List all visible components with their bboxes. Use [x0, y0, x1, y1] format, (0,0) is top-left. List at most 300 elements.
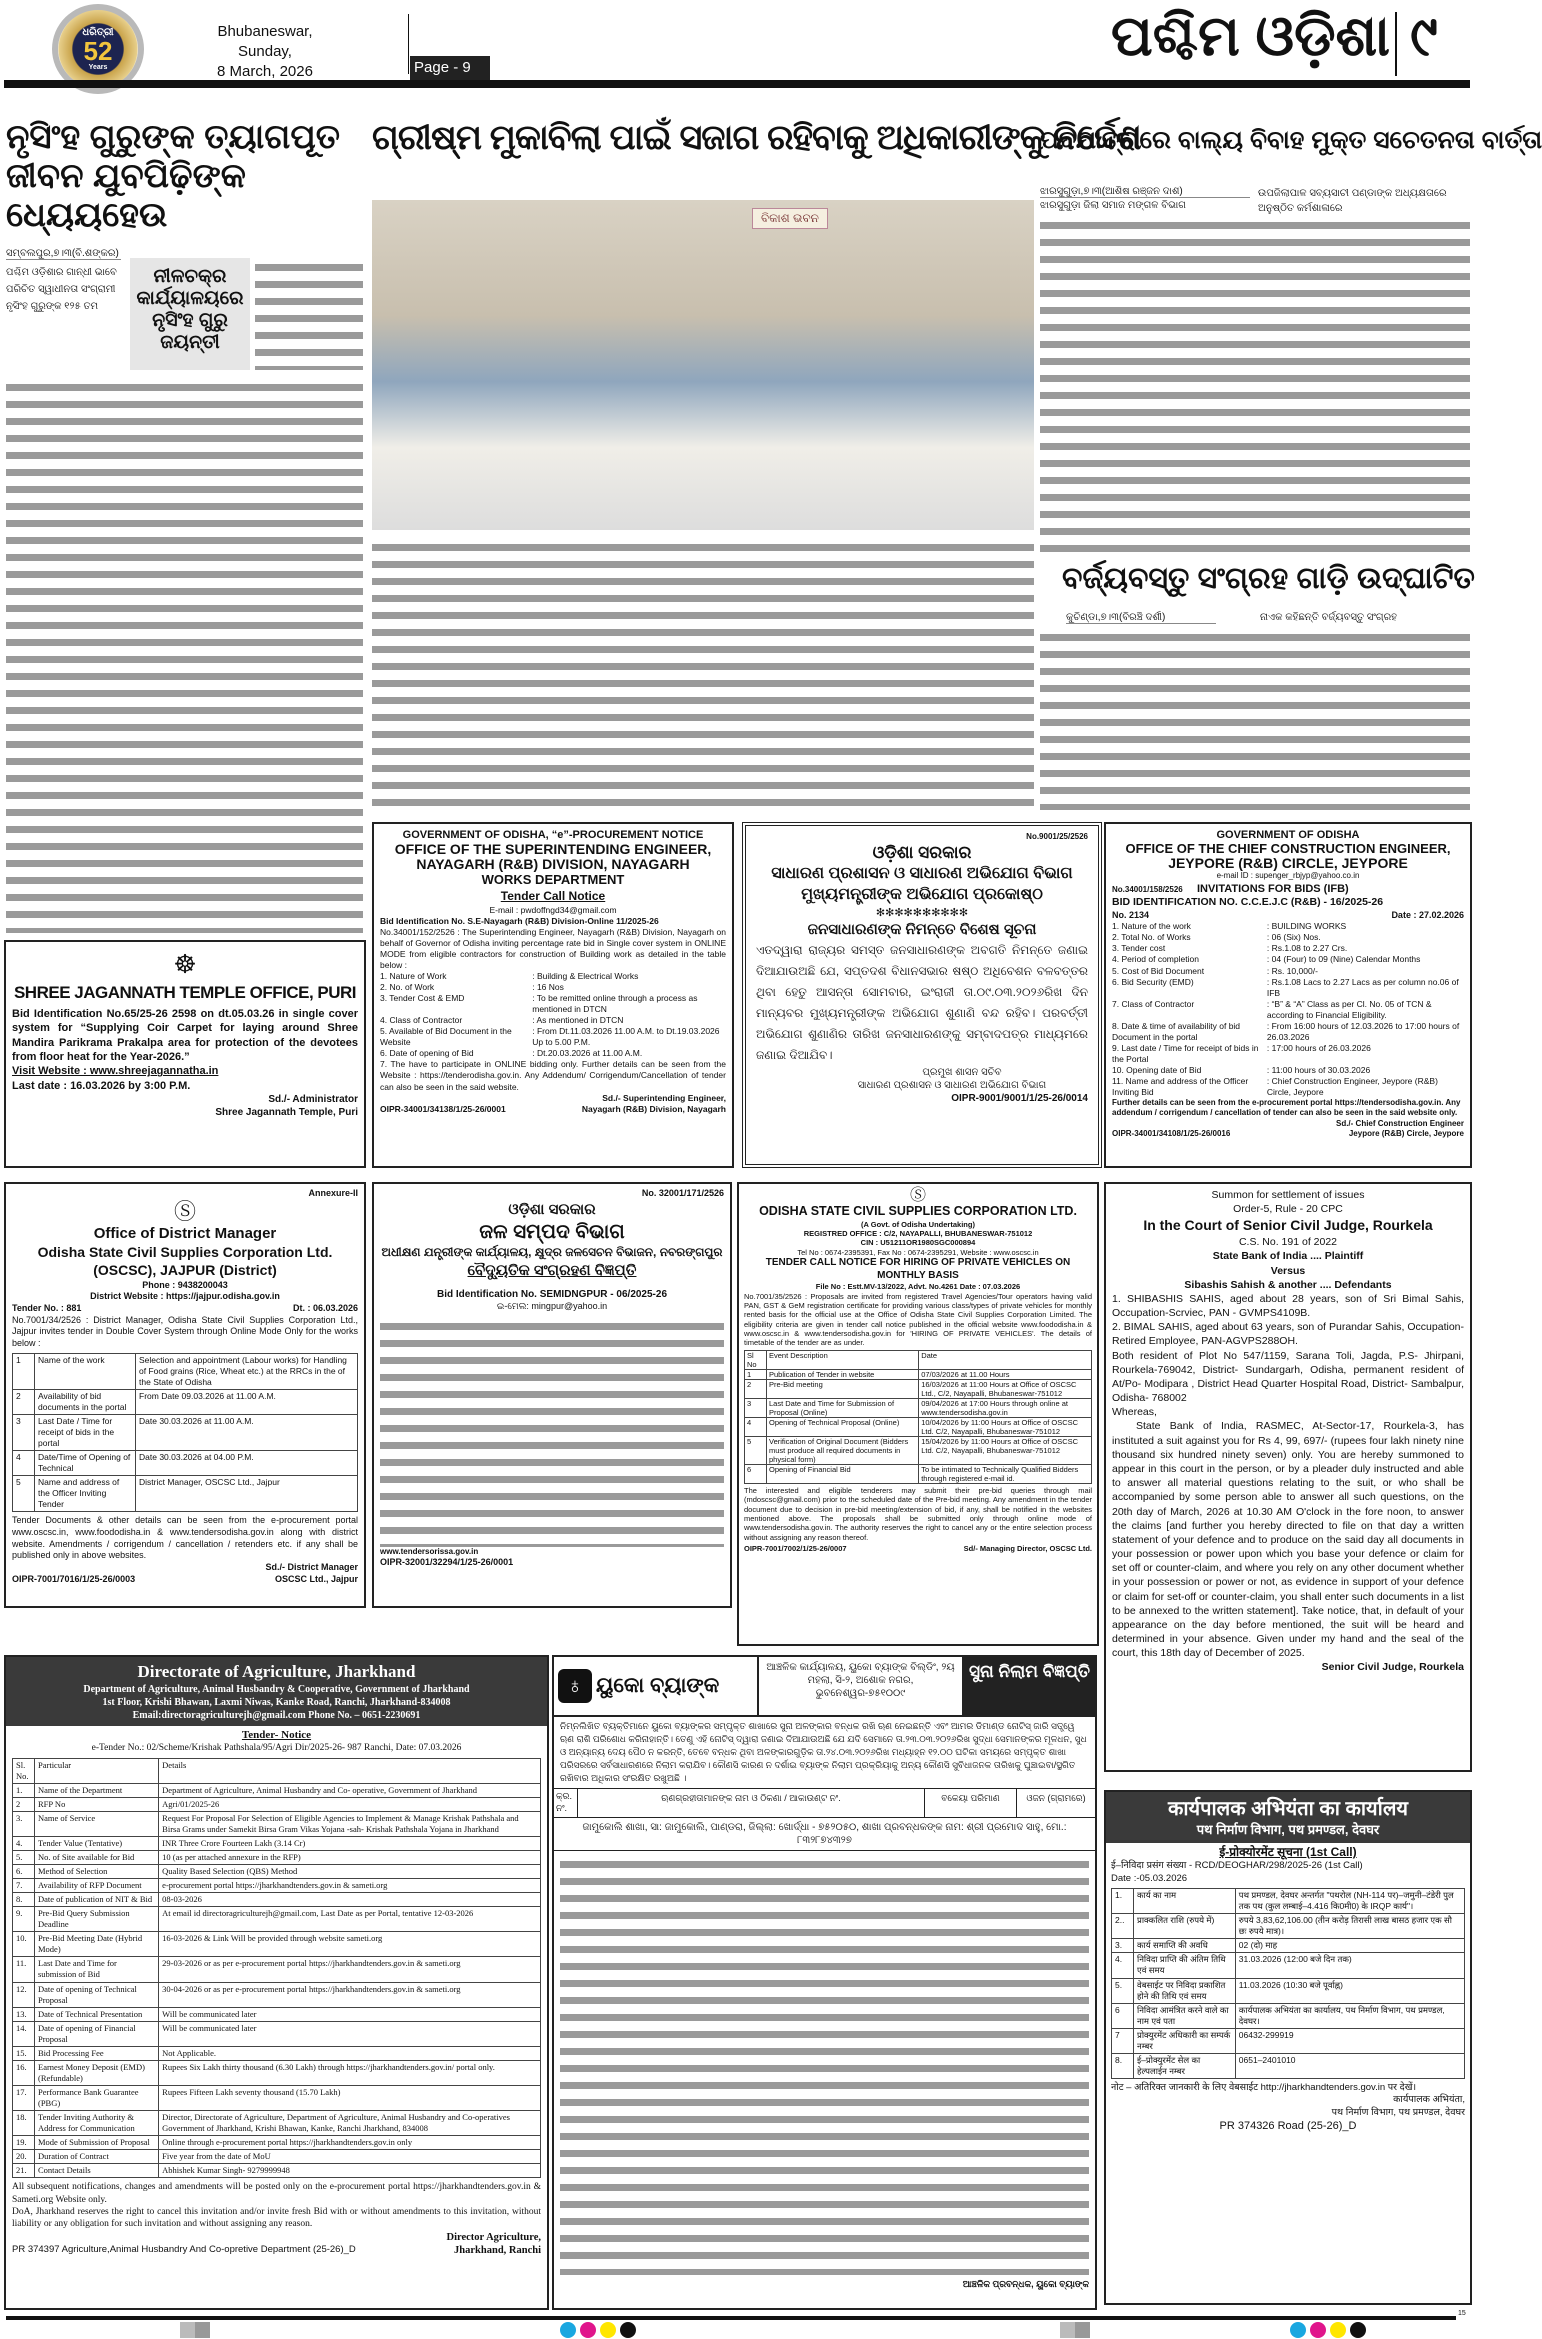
item-label: 8. Date & time of availability of bid Document in the portal	[1112, 1020, 1241, 1042]
item-value: : BUILDING WORKS	[1266, 921, 1347, 932]
ad-items	[1112, 921, 1464, 1098]
table-cell: Will be communicated later	[159, 2007, 541, 2021]
ad-item	[1112, 921, 1464, 932]
table-cell: Date of opening of Financial Proposal	[35, 2021, 159, 2046]
table-cell: 4	[13, 1451, 35, 1476]
table-cell: 5.	[13, 1851, 35, 1865]
item-value: : Rs.1.08 Lacs to 2.27 Lacs as per column no.06 of IFB	[1266, 976, 1459, 998]
table-cell: 3	[13, 1414, 35, 1450]
table-row	[13, 1957, 541, 1982]
ad-title: ଅଧୀକ୍ଷଣ ଯନ୍ତ୍ରୀଙ୍କ କାର୍ଯ୍ୟାଳୟ, କ୍ଷୁଦ୍ର ଜଳସେଚନ ବିଭାଜନ, ନବରଙ୍ଗପୁର	[381, 1245, 723, 1260]
table-cell: 11.	[13, 1957, 35, 1982]
table-cell: 06432-299919	[1235, 2028, 1464, 2053]
item-label: 2. No. of Work	[380, 982, 435, 993]
ad-title: Odisha State Civil Supplies Corporation Ltd.	[37, 1244, 333, 1261]
ad-body: ଏତଦ୍ୱାରା ରାଜ୍ୟର ସମସ୍ତ ଜନସାଧାରଣଙ୍କ ଅବଗତି ନିମନ୍ତେ ଜଣାଇ ଦିଆଯାଉଅଛି ଯେ, ସପ୍ତଦଶ ବିଧାନସଭାର ଷଷ୍ଠ ଅଧିବେଶନ ବଳବତ୍ତର ଥିବା ହେତୁ ଆସନ୍ତା ସୋମବାର, ଇଂରାଜୀ ତା.୦୯.୦୩.୨୦୨୬ରିଖ ଦିନ ମାନ୍ୟବର ମୁଖ୍ୟମନ୍ତ୍ରୀଙ୍କ ଅଭିଯୋଗ ଶୁଣାଣି ବନ୍ଦ ରହିବ। ପରବର୍ତ୍ତୀ ଅଭିଯୋଗ ଶୁଣାଣିର ତାରିଖ ଜନସାଧାରଣଙ୍କୁ ସମ୍ବାଦପତ୍ର ମାଧ୍ୟମରେ ଜଣାଇ ଦିଆଯିବ।	[756, 942, 1088, 1062]
ad-item	[380, 982, 726, 993]
ad-top: GOVERNMENT OF ODISHA, “e”-PROCUREMENT NOTICE	[402, 829, 704, 841]
ad-defendant: 1. SHIBASHIS SAHIS, aged about 28 years, son of Sri Bimal Sahis, Occupation-Scrviec, PAN - GVMPS4109B.	[1112, 1292, 1464, 1320]
table-cell: Verification of Original Document (Bidders must produce all required documents in physical form)	[767, 1436, 919, 1464]
table-cell: Date of publication of NIT & Bid	[35, 1893, 159, 1907]
ad-title: ସୁନା ନିଲାମ ବିଜ୍ଞପ୍ତି	[964, 1657, 1095, 1715]
table-cell: 17.	[13, 2085, 35, 2110]
ad-sign: Sd./- Chief Construction Engineer	[1335, 1118, 1464, 1128]
ad-email: e-mail ID : supenger_rbjyp@yahoo.co.in	[1216, 871, 1360, 881]
ad-sign: कार्यपालक अभियंता,	[1393, 2094, 1465, 2106]
ad-notice: Tender- Notice	[241, 1729, 312, 1742]
page-marker: 15	[1458, 2310, 1466, 2317]
item-label: 6. Bid Security (EMD)	[1112, 976, 1194, 987]
right2-article-dateline: କୁଚିଣ୍ଡା,୭।୩(ବିରଞ୍ଚି ଦର୍ଶୀ)	[1066, 612, 1216, 624]
table-row	[1112, 1939, 1465, 1953]
table-cell: Rupees Fifteen Lakh seventy thousand (15.70 Lakh)	[159, 2085, 541, 2110]
table-cell: 5	[745, 1436, 767, 1464]
branch-row: ଜାମୁକୋଲି ଶାଖା, ସା: ଜାମୁକୋଲି, ପାଣ୍ଡରା, ଜିଲ୍ଲା: ଖୋର୍ଦ୍ଧା - ୭୫୨୦୫୦, ଶାଖା ପ୍ରବନ୍ଧକଙ୍କ ନାମ: ଶ୍ରୀ ପ୍ରମୋଦ ସାହୁ, ମୋ.: ୮୩୨୮୭୪୩୨୭	[554, 1818, 1095, 1851]
ad-item	[1112, 1021, 1464, 1043]
ad-notice: TENDER CALL NOTICE FOR HIRING OF PRIVATE VEHICLES ON MONTHLY BASIS	[765, 1257, 1071, 1281]
table-cell: 10 (as per attached annexure in the RFP)	[159, 1851, 541, 1865]
table-cell: RFP No	[35, 1797, 159, 1811]
ad-plaintiff: State Bank of India .... Plaintiff	[1212, 1250, 1364, 1263]
uco-logo-icon: ♁	[558, 1669, 592, 1703]
table-cell: Publication of Tender in website	[767, 1369, 919, 1379]
table-cell: 3	[745, 1398, 767, 1417]
item-label: 7. Class of Contractor	[1112, 998, 1195, 1009]
masthead-rule	[4, 80, 1470, 88]
ad-item	[1112, 932, 1464, 943]
table-cell: 3.	[13, 1811, 35, 1836]
table-cell: Tender Value (Tentative)	[35, 1837, 159, 1851]
ad-office: REGISTRED OFFICE : C/2, NAYAPALLI, BHUBANESWAR-751012	[803, 1229, 1033, 1238]
ad-item	[1112, 1076, 1464, 1098]
item-value: : Building & Electrical Works	[532, 971, 639, 982]
table-cell: 13.	[13, 2007, 35, 2021]
table-row	[1112, 1978, 1465, 2003]
ad-oscsc-vehicles	[737, 1182, 1099, 1646]
table-cell: Name of the Department	[35, 1783, 159, 1797]
left-article-sidebox: ନୀଳଚକ୍ର କାର୍ଯ୍ୟାଳୟରେ ନୃସିଂହ ଗୁରୁ ଜୟନ୍ତୀ	[130, 258, 250, 370]
table-cell: 15/04/2026 by 11:00 Hours at Office of OSCSC Ltd. C/2, Nayapalli, Bhubaneswar-751012	[919, 1436, 1092, 1464]
table-cell: Rupees Six Lakh thirty thousand (6.30 Lakh) through https://jharkhandtenders.gov.in/ portal only.	[159, 2060, 541, 2085]
table-cell: Five year from the date of MoU	[159, 2150, 541, 2164]
ad-title: ବୈଦ୍ୟୁତିକ ସଂଗ୍ରହଣ ବିଜ୍ଞପ୍ତି	[467, 1261, 637, 1279]
table-row	[13, 2164, 541, 2178]
table-cell: 02 (दो) माह	[1235, 1939, 1464, 1953]
item-label: 5. Cost of Bid Document	[1112, 965, 1205, 976]
table-cell: 2	[745, 1379, 767, 1398]
table-row	[13, 1865, 541, 1879]
ad-body: Bid Identification No.65/25-26 2598 on dt.05.03.26 in single cover system for “Supplying Coir Carpet for laying around Shree Mandira Parikrama Prakalpa area for protection of the devotees from floor heat for the Year-2026.”	[12, 1008, 358, 1063]
table-row	[13, 2021, 541, 2046]
table-cell: 6	[1112, 2003, 1134, 2028]
ad-title: ଓଡ଼ିଶା ସରକାର	[508, 1200, 596, 1218]
table-row	[745, 1417, 1092, 1436]
table-cell: 7.	[13, 1879, 35, 1893]
ad-sign: Jharkhand, Ranchi	[454, 2245, 541, 2257]
ad-note: 7. The have to participate in ONLINE bidding only. Further details can be seen from the Website : https://tenderodisha.gov.in. Any Addendum/ Corrigendum/Cancellation of tender can also be seen in the said website.	[380, 1059, 726, 1092]
ad-note: Tender Documents & other details can be seen from the e-procurement portal www.oscsc.in, www.foododisha.in & www.tendersodisha.gov.in along with district website. Amendments / corrigendum / cancellation / retenders etc. if any shall be published only in above websites.	[12, 1515, 358, 1561]
ad-title: ଜଳ ସମ୍ପଦ ବିଭାଗ	[479, 1221, 625, 1244]
table-cell: From Date 09.03.2026 at 11.00 A.M.	[136, 1389, 358, 1414]
ad-sign: Sd./- Administrator	[268, 1093, 358, 1105]
table-cell: Performance Bank Guarantee (PBG)	[35, 2085, 159, 2110]
table-cell: Date	[919, 1350, 1092, 1369]
table-cell: 16-03-2026 & Link Will be provided through website sameti.org	[159, 1932, 541, 1957]
table-row	[1112, 2028, 1465, 2053]
table-row	[745, 1464, 1092, 1483]
ad-sign: Sd/- Managing Director, OSCSC Ltd.	[963, 1544, 1092, 1553]
table-cell: 18.	[13, 2111, 35, 2136]
ad-item	[380, 1026, 726, 1048]
item-value: : Rs.1.08 to 2.27 Crs.	[1266, 943, 1348, 954]
ad-sign: ସାଧାରଣ ପ୍ରଶାସନ ଓ ସାଧାରଣ ଅଭିଯୋଗ ବିଭାଗ	[857, 1079, 1047, 1091]
column-header: ବକେୟା ପରିମାଣ	[925, 1789, 1017, 1816]
ad-title: JEYPORE (R&B) CIRCLE, JEYPORE	[1168, 855, 1408, 872]
table-cell: Sl. No.	[13, 1758, 35, 1783]
table-row	[1112, 1914, 1465, 1939]
table-cell: Pre-Bid Query Submission Deadline	[35, 1907, 159, 1932]
registration-dot-magenta	[580, 2322, 596, 2338]
table-cell: Name and address of the Officer Inviting Tender	[35, 1476, 136, 1512]
ad-email: E-mail : pwdoffngd34@gmail.com	[489, 904, 617, 915]
table-cell: Request For Proposal For Selection of Eligible Agencies to Implement & Manage Krishak Pathshala and Birsa Grams under Samekit Birsa Gram Vikas Yojana -sah- Krishak Pathshala Yojana in Jharkhand	[159, 1811, 541, 1836]
ad-ref: OIPR-32001/32294/1/25-26/0001	[380, 1557, 514, 1568]
ad-item	[1112, 977, 1464, 999]
item-value: : 11:00 hours of 30.03.2026	[1266, 1064, 1371, 1075]
ad-item	[1112, 1043, 1464, 1065]
table-cell: Method of Selection	[35, 1865, 159, 1879]
ad-jharkhand-agriculture	[4, 1655, 549, 2310]
table-cell: Director, Directorate of Agriculture, Department of Agriculture, Animal Husbandry and Co-operatives Government of Jharkhand, Krishi Bhawan, Kanke, Ranchi Jharkhand, 834008	[159, 2111, 541, 2136]
table-row	[1112, 2003, 1465, 2028]
table-row	[13, 1353, 358, 1389]
table-cell: ई–प्रोक्युरमेंट सेल का हेल्पलाईन नम्बर	[1134, 2053, 1236, 2078]
photo-sign: ବିକାଶ ଭବନ	[752, 208, 828, 229]
table-cell: District Manager, OSCSC Ltd., Jajpur	[136, 1476, 358, 1512]
left-article-headline: ନୃସିଂହ ଗୁରୁଙ୍କ ତ୍ୟାଗପୂତ ଜୀବନ ଯୁବପିଢ଼ିଙ୍କ ଧ୍ୟେୟହେଉ	[6, 118, 341, 235]
item-label: 5. Available of Bid Document in the Website	[380, 1026, 512, 1048]
ad-title: ସାଧାରଣ ପ୍ରଶାସନ ଓ ସାଧାରଣ ଅଭିଯୋଗ ବିଭାଗ	[771, 865, 1073, 883]
ad-sign: OSCSC Ltd., Jajpur	[274, 1573, 358, 1584]
table-cell: 15.	[13, 2046, 35, 2060]
table-cell: पथ प्रमण्डल, देवघर अन्तर्गत "पथरोल (NH-114 पर)–जमुनी–टंडेरी पुल तक पथ (कुल लम्बाई–4.416 कि0मी0) के IRQP कार्य"।	[1235, 1889, 1464, 1914]
item-value: : 17:00 hours of 26.03.2026	[1266, 1042, 1371, 1053]
table-cell: Opening of Technical Proposal (Online)	[767, 1417, 919, 1436]
table-cell: Online through e-procurement portal https://jharkhandtenders.gov.in only	[159, 2136, 541, 2150]
table-row	[13, 1851, 541, 1865]
table-cell: 14.	[13, 2021, 35, 2046]
oscsc-emblem-icon: Ⓢ	[909, 1187, 926, 1204]
ad-item	[1112, 1065, 1464, 1076]
item-value: : From Dt.11.03.2026 11.00 A.M. to Dt.19.03.2026 Up to 5.00 P.M.	[532, 1026, 720, 1048]
ad-nayagarh-tender	[372, 822, 734, 1168]
table-cell: Name of Service	[35, 1811, 159, 1836]
table-row	[13, 1907, 541, 1932]
table-cell: Last Date / Time for receipt of bids in the portal	[35, 1414, 136, 1450]
table-cell: Date/Time of Opening of Technical	[35, 1451, 136, 1476]
table-cell: Opening of Financial Bid	[767, 1464, 919, 1483]
table-cell: Tender Inviting Authority & Address for Communication	[35, 2111, 159, 2136]
table-row	[13, 1389, 358, 1414]
item-value: : 06 (Six) Nos.	[1266, 932, 1321, 943]
item-label: 3. Tender cost	[1112, 943, 1166, 954]
item-label: 4. Class of Contractor	[380, 1015, 463, 1026]
item-value: : As mentioned in DTCN	[532, 1015, 624, 1026]
ad-sign: Senior Civil Judge, Rourkela	[1321, 1661, 1464, 1674]
ad-sign: ଆଞ୍ଚଳିକ ପ୍ରବନ୍ଧକ, ୟୁକୋ ବ୍ୟାଙ୍କ	[962, 2278, 1089, 2289]
table-cell: 8.	[1112, 2053, 1134, 2078]
ad-court-summons	[1104, 1182, 1472, 1772]
table-row	[13, 2150, 541, 2164]
ad-item	[380, 1015, 726, 1026]
item-value: : 16 Nos	[532, 982, 564, 993]
right2-article-lead: ନାଏକ କହିଛନ୍ତି ବର୍ଜ୍ୟବସ୍ତୁ ସଂଗ୍ରହ	[1260, 612, 1398, 623]
column-header: ଓଜନ (ଗ୍ରାମରେ)	[1026, 1793, 1086, 1804]
left-article-lead: ପଶ୍ଚିମ ଓଡ଼ିଶାର ଗାନ୍ଧୀ ଭାବେ ପରିଚିତ ସ୍ୱାଧୀନତା ସଂଗ୍ରାମୀ ନୃସିଂହ ଗୁରୁଙ୍କ ୧୨୫ ତମ	[6, 267, 117, 312]
ad-item	[1112, 954, 1464, 965]
ad-sub: (A Govt. of Odisha Undertaking)	[861, 1219, 975, 1229]
right-article-headline: ପଦଯାତ୍ରାରେ ବାଲ୍ୟ ବିବାହ ମୁକ୍ତ ସଚେତନତା ବାର୍ତ୍ତା	[1040, 126, 1542, 154]
item-value: : 04 (Four) to 09 (Nine) Calendar Months	[1266, 954, 1421, 965]
table-cell: 09/04/2026 at 17:00 Hours through online at www.tendersodisha.gov.in	[919, 1398, 1092, 1417]
ad-notice: ई-प्रोक्योरमेंट सूचना (1st Call)	[1219, 1844, 1357, 1859]
ad-title: SHREE JAGANNATH TEMPLE OFFICE, PURI	[13, 983, 357, 1002]
table-cell: Pre-Bid meeting	[767, 1379, 919, 1398]
table-cell: 7	[1112, 2028, 1134, 2053]
ad-date: Dt. : 06.03.2026	[292, 1302, 358, 1313]
ad-ref: PR 374326 Road (25-26)_D	[1219, 2119, 1357, 2132]
registration-dot-yellow	[1330, 2322, 1346, 2338]
table-cell: To be intimated to Technically Qualified Bidders through registered e-mail id.	[919, 1464, 1092, 1483]
table-row	[13, 2060, 541, 2085]
ad-whereas: Whereas,	[1112, 1406, 1157, 1419]
ad-title: (OSCSC), JAJPUR (District)	[93, 1262, 277, 1279]
section-title: ପଶ୍ଚିମ ଓଡ଼ିଶା	[1110, 4, 1390, 67]
table-cell: कार्य समाप्ति की अवधि	[1134, 1939, 1236, 1953]
ad-cin: CIN : U51211OR1980SGC000894	[860, 1238, 976, 1248]
ad-item	[1112, 943, 1464, 954]
ad-table	[12, 1353, 358, 1513]
table-cell: Last Date and Time for Submission of Proposal (Online)	[767, 1398, 919, 1417]
ad-title: ଜନସାଧାରଣଙ୍କ ନିମନ୍ତେ ବିଶେଷ ସୂଚନା	[807, 921, 1037, 939]
ad-title: OFFICE OF THE CHIEF CONSTRUCTION ENGINEER,	[1125, 841, 1451, 857]
temple-emblem-icon: ☸	[173, 949, 197, 979]
ad-items	[380, 971, 726, 1059]
registration-dot-cyan	[1290, 2322, 1306, 2338]
article-body-text	[1040, 216, 1470, 556]
newspaper-logo: ଧରିତ୍ରୀ 52 Years	[52, 4, 144, 94]
table-cell: 08-03-2026	[159, 1893, 541, 1907]
ad-sign: ପ୍ରମୁଖ ଶାସନ ସଚିବ	[922, 1066, 1002, 1078]
ad-title: ମୁଖ୍ୟମନ୍ତ୍ରୀଙ୍କ ଅଭିଯୋଗ ପ୍ରକୋଷ୍ଠ	[801, 886, 1043, 904]
item-label: 2. Total No. of Works	[1112, 932, 1191, 943]
ad-ref-no: ई–निविदा प्रसंग संख्या - RCD/DEOGHAR/298/2025-26 (1st Call)	[1111, 1860, 1363, 1872]
table-cell: Details	[159, 1758, 541, 1783]
registration-grey-block	[180, 2322, 210, 2338]
table-cell: Duration of Contract	[35, 2150, 159, 2164]
table-cell: Date 30.03.2026 at 04.00 P.M.	[136, 1451, 358, 1476]
table-cell: 2..	[1112, 1914, 1134, 1939]
table-cell: Sl No	[745, 1350, 767, 1369]
ad-body-text	[380, 1317, 724, 1547]
item-label: 1. Nature of Work	[380, 971, 447, 982]
article-body-text	[255, 258, 363, 370]
table-cell: Not Applicable.	[159, 2046, 541, 2060]
ad-note: Further details can be seen from the e-procurement portal https://tendersodisha.gov.in. Any addendum / corrigendum / cancellation of tender can also be seen in the said website only.	[1112, 1098, 1461, 1118]
ad-title: Directorate of Agriculture, Jharkhand	[137, 1662, 416, 1681]
ad-sign: Jeypore (R&B) Circle, Jeypore	[1348, 1129, 1464, 1139]
column-header: କ୍ର. ନଂ.	[554, 1789, 578, 1816]
table-cell: Department of Agriculture, Animal Husbandry and Co- operative, Government of Jharkhand	[159, 1783, 541, 1797]
table-cell: 2	[13, 1797, 35, 1811]
table-cell: 3.	[1112, 1939, 1134, 1953]
edition-date	[190, 22, 340, 82]
registration-dot-black	[1350, 2322, 1366, 2338]
registration-dot-black	[620, 2322, 636, 2338]
table-cell: Event Description	[767, 1350, 919, 1369]
table-cell: Quality Based Selection (QBS) Method	[159, 1865, 541, 1879]
table-cell: कार्य का नाम	[1134, 1889, 1236, 1914]
table-cell: निविदा आमंत्रित करने वाले का नाम एवं पता	[1134, 2003, 1236, 2028]
table-cell: 29-03-2026 or as per e-procurement portal https://jharkhandtenders.gov.in & sameti.org	[159, 1957, 541, 1982]
table-row	[1112, 1889, 1465, 1914]
article-body-text	[1040, 628, 1470, 810]
table-cell: कार्यपालक अभियंता का कार्यालय, पथ निर्माण विभाग, पथ प्रमण्डल, देवघर।	[1235, 2003, 1464, 2028]
table-cell: 4.	[13, 1837, 35, 1851]
ad-ref: OIPR-9001/9001/1/25-26/0014	[951, 1092, 1088, 1104]
table-row	[13, 2046, 541, 2060]
ad-body-text	[560, 1855, 1089, 2275]
ad-deoghar-road	[1104, 1790, 1472, 2305]
ad-ref: PR 374397 Agriculture,Animal Husbandry And Co-opretive Department (25-26)_D	[12, 2244, 356, 2256]
item-value: : From 16:00 hours of 12.03.2026 to 17:00 hours of 26.03.2026	[1266, 1020, 1460, 1042]
city-day: Bhubaneswar, Sunday,	[217, 23, 313, 60]
ad-intro: No.34001/152/2526 : The Superintending Engineer, Nayagarh (R&B) Division, Nayagarh on behalf of Governor of Odisha inviting percentage rate bid in Single cover system in ONLINE MODE from eligible contractors for construction of Building work as detailed in the table below :	[380, 926, 726, 971]
ad-item	[380, 993, 726, 1015]
item-value: : Rs. 10,000/-	[1266, 965, 1318, 976]
table-cell: Contact Details	[35, 2164, 159, 2178]
item-value: : “B” & “A” Class as per Cl. No. 05 of TCN & according to Financial Eligibility.	[1266, 998, 1432, 1020]
ad-ref: OIPR-7001/7016/1/25-26/0003	[12, 1573, 136, 1584]
table-cell: 9.	[13, 1907, 35, 1932]
ad-stars: ✻✻✻✻✻✻✻✻✻✻	[875, 907, 969, 920]
ad-note: The interested and eligible tenderers may submit their pre-bid queries through mail (mdoscsc@gmail.com) prior to the scheduled date of the Pre-bid meeting. Any amendment in the tender document due to decision in pre-bid meeting/extension of bid, if any, shall be notified in the websites mentioned above. The proposals shall be submitted only through online mode of www.tendersodisha.gov.in. The authority reserves the right to cancel any or the entire selection process without assigning any reason thereof.	[744, 1485, 1092, 1542]
table-cell: वेबसाईट पर निविदा प्रकाशित होने की तिथि एवं समय	[1134, 1978, 1236, 2003]
table-cell: e-procurement portal https://jharkhandtenders.gov.in & sameti.org	[159, 1879, 541, 1893]
ad-uco-bank-gold-auction	[552, 1655, 1097, 2310]
ad-tel: Tel No : 0674-2395391, Fax No : 0674-2395291, Website : www.oscsc.in	[797, 1247, 1039, 1257]
table-cell: No. of Site available for Bid	[35, 1851, 159, 1865]
table-cell: 12.	[13, 1982, 35, 2007]
table-cell: 11.03.2026 (10:30 बजे पूर्वाह्न)	[1235, 1978, 1464, 2003]
ad-title: NAYAGARH (R&B) DIVISION, NAYAGARH	[416, 856, 690, 873]
table-cell: 19.	[13, 2136, 35, 2150]
table-cell: Mode of Submission of Proposal	[35, 2136, 159, 2150]
table-row	[13, 2136, 541, 2150]
ad-etender-no: e-Tender No.: 02/Scheme/Krishak Pathshala/95/Agri Dir/2025-26- 987 Ranchi, Date: 07.03.2026	[91, 1743, 462, 1754]
table-cell: 30-04-2026 or as per e-procurement portal https://jharkhandtenders.gov.in & sameti.org	[159, 1982, 541, 2007]
table-cell: प्राक्कलित राशि (रुपये में)	[1134, 1914, 1236, 1939]
page-number: ୯	[1410, 4, 1438, 67]
right-article-dateline: ଝାରସୁଗୁଡ଼ା,୭।୩(ଆଶିଷ ରଞ୍ଜନ ଦାଶ)	[1040, 186, 1250, 198]
ad-jagannath-temple	[4, 940, 366, 1168]
table-cell: Date 30.03.2026 at 11.00 A.M.	[136, 1414, 358, 1450]
column-header: ଋଣଗ୍ରହୀତାମାନଙ୍କ ନାମ ଓ ଠିକଣା / ଆକାଉଣ୍ଟ ନଂ.	[578, 1789, 925, 1816]
table-cell: Pre-Bid Meeting Date (Hybrid Mode)	[35, 1932, 159, 1957]
item-value: : Chief Construction Engineer, Jeypore (R&B) Circle, Jeypore	[1266, 1075, 1438, 1098]
item-label: 3. Tender Cost & EMD	[380, 993, 465, 1004]
article-body-text	[372, 538, 1034, 810]
right-article-lead2: ଉପଜିଲାପାଳ ସବ୍ୟସାଚୀ ପଣ୍ଡାଙ୍କ ଅଧ୍ୟକ୍ଷତାରେ ଅନୁଷ୍ଠିତ କର୍ମଶାଳାରେ	[1258, 188, 1447, 214]
table-cell: 31.03.2026 (12:00 बजे दिन तक)	[1235, 1953, 1464, 1978]
table-cell: 10.	[13, 1932, 35, 1957]
table-cell: Availability of bid documents in the portal	[35, 1389, 136, 1414]
table-cell: Abhishek Kumar Singh- 9279999948	[159, 2164, 541, 2178]
table-cell: Date of opening of Technical Proposal	[35, 1982, 159, 2007]
ad-line: Order-5, Rule - 20 CPC	[1233, 1203, 1343, 1216]
ad-title: ODISHA STATE CIVIL SUPPLIES CORPORATION LTD.	[759, 1204, 1077, 1218]
table-row	[745, 1379, 1092, 1398]
ad-sign: Shree Jagannath Temple, Puri	[215, 1106, 358, 1118]
ad-address: Both resident of Plot No 547/1159, Sarana Toli, Jagda, P.S- Jhirpani, Rourkela-769042, District- Sundargarh, Odisha, permanent resident of At/Po- Modipara , District Head Quarter Hospital Road, District- Sambalpur, Odisha- 768002	[1112, 1349, 1464, 1405]
ad-no: No. 2134	[1112, 909, 1150, 920]
table-row	[13, 1837, 541, 1851]
table-cell: 21.	[13, 2164, 35, 2178]
ad-notice: Tender Call Notice	[500, 889, 606, 904]
ad-bid-id: BID IDENTIFICATION NO. C.C.E.J.C (R&B) - 16/2025-26	[1112, 895, 1384, 908]
table-row	[13, 1982, 541, 2007]
table-row	[13, 2085, 541, 2110]
table-cell: 1	[745, 1369, 767, 1379]
middle-article-headline: ଗ୍ରୀଷ୍ମ ମୁକାବିଲା ପାଇଁ ସଜାଗ ରହିବାକୁ ଅଧିକାରୀଙ୍କୁ ନିର୍ଦ୍ଦେଶ	[372, 118, 1141, 157]
registration-dot-magenta	[1310, 2322, 1326, 2338]
date: 8 March, 2026	[217, 63, 313, 80]
ad-jeypore-tender	[1104, 822, 1472, 1168]
ad-bid-id: Bid Identification No. SEMIDNGPUR - 06/2025-26	[436, 1289, 668, 1301]
table-cell: At email id directoragriculturejh@gmail.com, Last Date as per Portal, tentative 12-03-2026	[159, 1907, 541, 1932]
article-body-text	[6, 378, 363, 933]
ad-defendant: 2. BIMAL SAHIS, aged about 63 years, son of Purandar Sahis, Occupation- Retired Employee, PAN-AGVPS288OH.	[1112, 1321, 1464, 1348]
table-row	[1112, 1953, 1465, 1978]
ad-website: www.tendersorissa.gov.in	[380, 1546, 479, 1556]
item-label: 4. Period of completion	[1112, 954, 1199, 965]
ad-website-link[interactable]: Visit Website : www.shreejagannatha.in	[12, 1065, 219, 1078]
ad-ref: OIPR-7001/7002/1/25-26/0007	[744, 1544, 847, 1553]
ad-sign: Sd./- District Manager	[265, 1562, 358, 1573]
registration-grey-block	[1060, 2322, 1090, 2338]
ad-sub: Department of Agriculture, Animal Husbandry & Cooperative, Government of Jharkhand	[83, 1684, 470, 1696]
table-cell: 16/03/2026 at 11:00 Hours at Office of OSCSC Ltd., C/2, Nayapalli, Bhubaneswar-751012	[919, 1379, 1092, 1398]
item-label: 9. Last date / Time for receipt of bids in the Portal	[1112, 1042, 1259, 1064]
ad-bid-id: Bid Identification No. S.E-Nayagarh (R&B) Division-Online 11/2025-26	[380, 915, 659, 926]
item-label: 11. Name and address of the Officer Inviting Bid	[1112, 1075, 1249, 1098]
ad-ifb: INVITATIONS FOR BIDS (IFB)	[1196, 882, 1349, 895]
ad-ref: OIPR-34001/34108/1/25-26/0016	[1112, 1129, 1231, 1139]
table-cell: Will be communicated later	[159, 2021, 541, 2046]
ad-no: No.34001/158/2526	[1112, 884, 1183, 894]
table-cell: 0651–2401010	[1235, 2053, 1464, 2078]
ad-no: No.9001/25/2526	[1026, 832, 1088, 841]
table-row	[13, 1451, 358, 1476]
ad-sub: पथ निर्माण विभाग, पथ प्रमण्डल, देवघर	[1196, 1822, 1380, 1837]
table-cell: 4.	[1112, 1953, 1134, 1978]
ad-annexure: Annexure-II	[308, 1188, 358, 1198]
ad-body: State Bank of India, RASMEC, At-Sector-17, Rourkela-3, has instituted a suit against you for Rs 4, 99, 697/- (rupees four lakh ninety nine thousand six hundred ninety seven) only. You are hereby summoned to appear in this court in the person, or by a pleader duly instructed and able to answer all material questions relating to the suit, or who shall be accompanied by some person able to answer all such questions, on the 20th day of March, 2026 at 10.30 AM O'clock in the fore noon, to answer the claims [and further you hereby directed to file on that day a written statement of your defence and to produce on the said day all documents in your possession or power upon which you base your defence or claim for set off or counter-claim, and where you rely on any other document whether in your possession or power or not, as evidence in support of your defence or claim for set-off or counter-claim, you shall enter such documents in a list to be annexed to the written statement]. Take notice, that, in default of your appearance on the day before mentioned, the suit will be heard and determined in your absence. Given under my hand and the seal of the court, this 18th day of December of 2025.	[1112, 1420, 1464, 1660]
item-value: : To be remitted online through a process as mentioned in DTCN	[532, 993, 698, 1015]
ad-title: Office of District Manager	[93, 1224, 277, 1242]
ad-date: Date : 27.02.2026	[1391, 909, 1464, 920]
table-cell: Selection and appointment (Labour works) for Handling of Food grains (Rice, Wheat etc.) at the RRCs in the of the State of Odisha	[136, 1353, 358, 1389]
